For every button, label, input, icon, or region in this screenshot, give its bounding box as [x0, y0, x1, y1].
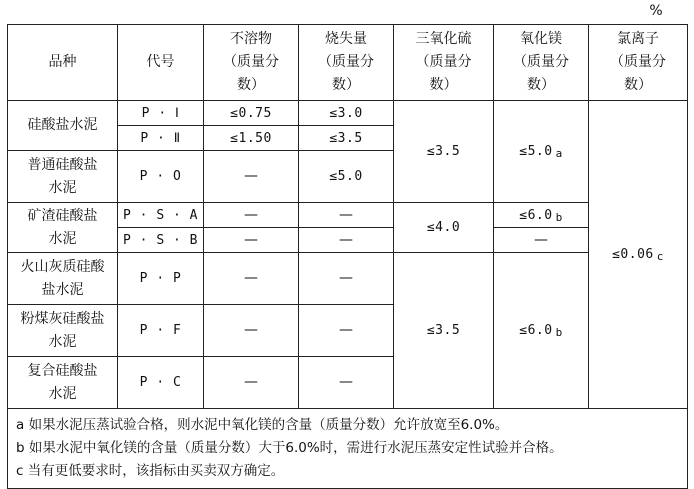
loss-pp: —: [299, 253, 394, 305]
header-chloride-ion: 氯离子 （质量分 数）: [589, 25, 688, 101]
loss-p2: ≤3.5: [299, 126, 394, 151]
header-insoluble: 不溶物 （质量分 数）: [204, 25, 299, 101]
unit-label: %: [649, 3, 663, 19]
code-p1: P · Ⅰ: [118, 101, 204, 126]
footnote-b-marker: b: [555, 326, 563, 339]
footnote-c: c 当有更低要求时，该指标由买卖双方确定。: [16, 463, 285, 479]
loss-p1: ≤3.0: [299, 101, 394, 126]
code-pf: P · F: [118, 305, 204, 357]
variety-silicate: 硅酸盐水泥: [8, 101, 118, 151]
header-variety: 品种: [8, 25, 118, 101]
table-row: [8, 101, 688, 126]
notes-row: [8, 409, 688, 489]
code-psa: P · S · A: [118, 203, 204, 228]
cement-chemical-requirements-table: [7, 24, 688, 489]
insoluble-pc: —: [204, 357, 299, 409]
code-pc: P · C: [118, 357, 204, 409]
table-footnotes: [8, 409, 688, 489]
code-p2: P · Ⅱ: [118, 126, 204, 151]
mgo-psa: ≤6.0 b: [494, 203, 589, 228]
code-pp: P · P: [118, 253, 204, 305]
variety-composite: 复合硅酸盐水泥: [8, 357, 118, 409]
code-psb: P · S · B: [118, 228, 204, 253]
header-loss-on-ignition: 烧失量 （质量分 数）: [299, 25, 394, 101]
variety-slag: 矿渣硅酸盐水泥: [8, 203, 118, 253]
insoluble-p1: ≤0.75: [204, 101, 299, 126]
mgo-psb: —: [494, 228, 589, 253]
variety-pozzolan: 火山灰质硅酸盐水泥: [8, 253, 118, 305]
header-row: [8, 25, 688, 101]
so3-group2: ≤4.0: [394, 203, 494, 253]
so3-group1: ≤3.5: [394, 101, 494, 203]
footnote-a: a 如果水泥压蒸试验合格，则水泥中氧化镁的含量（质量分数）允许放宽至6.0%。: [16, 417, 509, 433]
loss-psa: —: [299, 203, 394, 228]
header-code: 代号: [118, 25, 204, 101]
mgo-group3: ≤6.0 b: [494, 253, 589, 409]
insoluble-po: —: [204, 151, 299, 203]
footnote-a-marker: a: [555, 147, 563, 160]
insoluble-pp: —: [204, 253, 299, 305]
loss-po: ≤5.0: [299, 151, 394, 203]
insoluble-psa: —: [204, 203, 299, 228]
header-sulfur-trioxide: 三氧化硫 （质量分 数）: [394, 25, 494, 101]
code-po: P · O: [118, 151, 204, 203]
table-row: [8, 253, 688, 305]
mgo-group1: ≤5.0 a: [494, 101, 589, 203]
insoluble-pf: —: [204, 305, 299, 357]
footnote-c-marker: c: [656, 250, 664, 263]
insoluble-p2: ≤1.50: [204, 126, 299, 151]
loss-psb: —: [299, 228, 394, 253]
footnote-b: b 如果水泥中氧化镁的含量（质量分数）大于6.0%时，需进行水泥压蒸安定性试验并合格。: [16, 440, 563, 456]
chloride-all: ≤0.06 c: [589, 101, 688, 409]
loss-pc: —: [299, 357, 394, 409]
table-row: [8, 203, 688, 228]
footnote-b-marker: b: [555, 210, 563, 224]
variety-flyash: 粉煤灰硅酸盐水泥: [8, 305, 118, 357]
variety-ordinary: 普通硅酸盐水泥: [8, 151, 118, 203]
header-magnesium-oxide: 氧化镁 （质量分 数）: [494, 25, 589, 101]
loss-pf: —: [299, 305, 394, 357]
so3-group3: ≤3.5: [394, 253, 494, 409]
insoluble-psb: —: [204, 228, 299, 253]
